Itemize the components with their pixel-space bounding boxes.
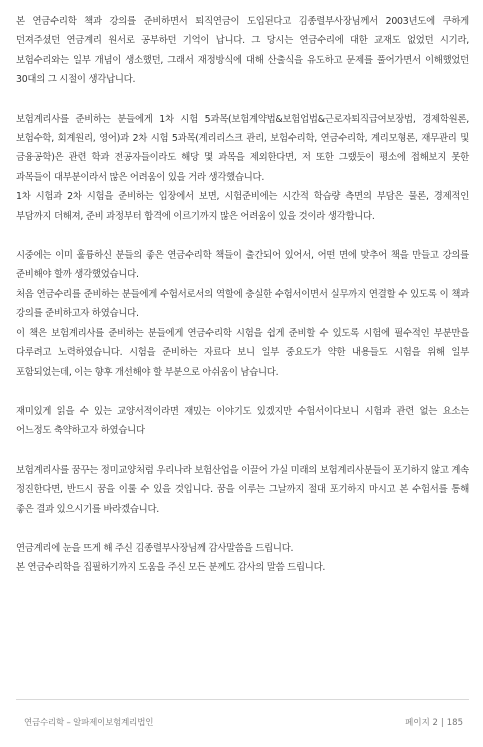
thanks-mentor-line: 연금계리에 눈을 뜨게 해 주신 김종렬부사장님께 감사말씀을 드립니다.: [16, 542, 294, 554]
thanks-all-line: 본 연금수리학을 집필하기까지 도움을 주신 모든 분께도 감사의 말씀 드립니다.: [16, 562, 326, 574]
page-label: 페이지 2: [405, 718, 438, 728]
paragraph-gap: [16, 90, 469, 110]
exam-burden-paragraph: 1차 시험과 2차 시험을 준비하는 입장에서 보면, 시험준비에는 시간적 학습량 측면의 부담은 물론, 경제적인 부담까지 더해져, 준비 과정부터 합격에 이르기까지 많은 어려움이 있을 것이라 생각합니다.: [16, 191, 469, 222]
intro-paragraph: 본 연금수리학 책과 강의를 준비하면서 퇴직연금이 도입된다고 김종렬부사장님께서 2003년도에 쿠하게 던져주셨던 연금계리 원서로 공부하던 기억이 납니다. 그 당시는 연금수리에 대한 교재도 없었던 시기라, 보험수리와는 일부 개념이 생소했던, 그래서 재정방식에 대해 산출식을 유도하고 문제를 풀어가면서 이해했었던 30대의 그 시절이 생각납니다.: [16, 16, 469, 86]
paragraph-gap: [16, 382, 469, 402]
paragraph-gap: [16, 226, 469, 246]
encouragement-paragraph: 보험계리사를 꿈꾸는 정미교양처럼 우리나라 보험산업을 이끌어 가실 미래의 보험계리사분들이 포기하지 않고 계속 정진한다면, 반드시 꿈을 이룰 수 있을 것입니다. 꿈을 이루는 그날까지 절대 포기하지 마시고 본 수험서를 통해 좋은 결과 있으시기를 바라겠습니다.: [16, 464, 469, 515]
page-separator: |: [440, 718, 444, 728]
footer-page-number: [405, 716, 463, 728]
document-body: [16, 12, 469, 578]
paragraph-gap: [16, 441, 469, 461]
page-total: 185: [446, 718, 463, 728]
paragraph-gap: [16, 519, 469, 539]
market-books-paragraph: 시중에는 이미 훌륭하신 분들의 좋은 연금수리학 책들이 출간되어 있어서, 어떤 면에 맞추어 책을 만들고 강의를 준비해야 할까 생각했었습니다.: [16, 250, 469, 281]
book-purpose-paragraph: 처음 연금수리를 준비하는 분들에게 수험서로서의 역할에 충실한 수험서이면서 실무까지 연결할 수 있도록 이 책과 강의를 준비하고자 하였습니다.: [16, 288, 469, 320]
footer-book-title: 연금수리학 – 알파제이보험계리법인: [24, 718, 154, 728]
condensed-content-paragraph: 재미있게 읽을 수 있는 교양서적이라면 재밌는 이야기도 있겠지만 수험서이다보니 시험과 관련 없는 요소는 어느정도 축약하고자 하였습니다: [16, 405, 469, 437]
exam-subjects-paragraph: 보험계리사를 준비하는 분들에게 1차 시험 5과목(보험계약법&보험업법&근로자퇴직급여보장법, 경제학원론, 보험수학, 회계원리, 영어)과 2차 시험 5과목(계리리스크 관리, 보험수리학, 연금수리학, 계리모형론, 재무관리 및 금융공학)은 관련 학과 전공자들이라도 해당 몇 과목을 제외한다면, 저 또한 그랬듯이 평소에 접해보지 못한 과목들이 대부분이라서 많은 어려움이 있을 거라 생각했습니다.: [16, 113, 469, 183]
book-scope-paragraph: 이 책은 보험계리사를 준비하는 분들에게 연금수리학 시험을 쉽게 준비할 수 있도록 시험에 필수적인 부분만을 다루려고 노력하였습니다. 시험을 준비하는 자료다 보니 일부 중요도가 약한 내용들도 시험을 위해 일부 포함되었는데, 이는 향후 개선해야 할 부분으로 아쉬움이 남습니다.: [16, 327, 469, 378]
footer-divider: [16, 699, 469, 700]
